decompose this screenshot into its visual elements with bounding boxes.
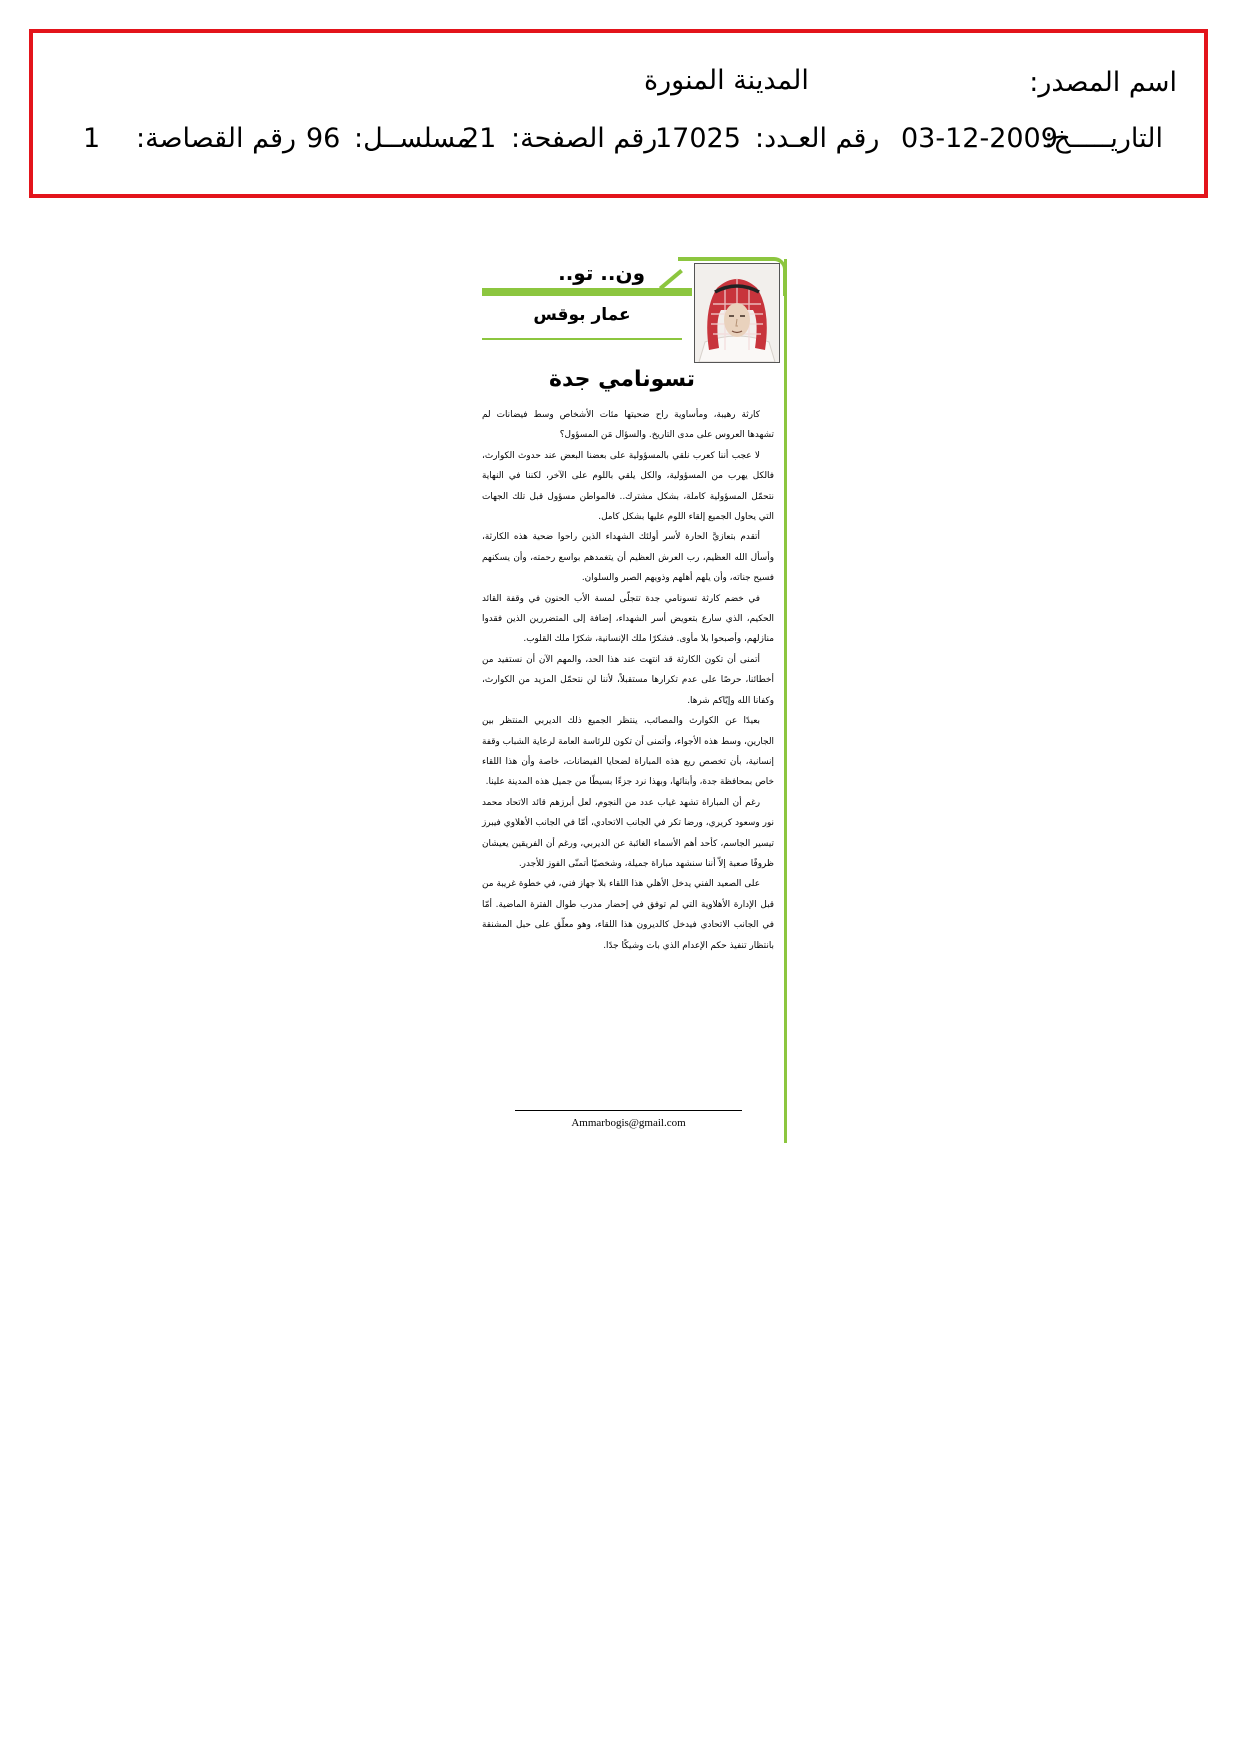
date-value: 03-12-2009 <box>901 123 1058 154</box>
article-paragraph: في خضم كارثة تسونامي جدة تتجلّى لمسة الأب الحنون في وقفة القائد الحكيم، الذي سارع بتعويض أسر الشهداء، إضافة إلى المتضررين الذين فقدوا منازلهم، وأصبحوا بلا مأوى. فشكرًا ملك الإنسانية، شكرًا ملك القلوب. <box>482 593 774 645</box>
article-paragraph: بعيدًا عن الكوارث والمصائب، ينتظر الجميع ذلك الديربي المنتظر بين الجارين، وسط هذه الأجواء، وأتمنى أن تكون للرئاسة العامة لرعاية الشباب وقفة إنسانية، بأن تخصص ريع هذه المباراة لضحايا الفيضانات، خاصة وأن هذا اللقاء خاص بمحافظة جدة، وأبنائها، وبهذا نرد جزءًا بسيطًا من جميل هذه المدينة علينا. <box>482 716 774 788</box>
author-portrait-image <box>695 264 779 362</box>
page-value: 21 <box>462 123 497 154</box>
issue-value: 17025 <box>655 123 741 154</box>
clip-value: 1 <box>83 123 101 154</box>
clip-label: رقم القصاصة: <box>136 123 297 154</box>
author-underline <box>482 338 682 340</box>
article-paragraph: كارثة رهيبة، ومأساوية راح ضحيتها مئات الأشخاص وسط فيضانات لم تشهدها العروس على مدى التاريخ. والسؤال مَن المسؤول؟ <box>482 410 774 441</box>
serial-value: 96 <box>306 123 341 154</box>
source-label: اسم المصدر: <box>1029 67 1177 98</box>
article-paragraph: أتمنى أن تكون الكارثة قد انتهت عند هذا الحد، والمهم الآن أن نستفيد من أخطائنا، حرصًا على عدم تكرارها مستقبلاً، لأننا لن نتحمّل المزيد من الكوارث، وكفانا الله وإيّاكم شرها. <box>482 654 774 706</box>
article-clipping <box>482 257 787 1146</box>
article-paragraph: أتقدم بتعازيَّ الحارة لأسر أولئك الشهداء الذين راحوا ضحية هذه الكارثة، وأسأل الله العظيم، رب العرش العظيم أن يتغمدهم بواسع رحمته، وأن يسكنهم فسيح جناته، وأن يلهم أهلهم وذويهم الصبر والسلوان. <box>482 532 774 584</box>
date-label: التاريـــــخ: <box>1044 123 1163 154</box>
article-paragraph: لا عجب أننا كعرب نلقي بالمسؤولية على بعضنا البعض عند حدوث الكوارث، فالكل يهرب من المسؤولية، والكل يلقي باللوم على الآخر، لكننا في النهاية نتحمّل المسؤولية كاملة، بشكل مشترك.. فالمواطن مسؤول قبل تلك الجهات التي يحاول الجميع إلقاء اللوم عليها بشكل كامل. <box>482 450 774 523</box>
article-body <box>482 405 774 956</box>
article-headline: تسونامي جدة <box>548 367 696 392</box>
header-box <box>29 29 1208 198</box>
column-title: ون.. تو.. <box>558 261 645 285</box>
author-photo <box>694 263 780 363</box>
author-name: عمار بوقس <box>533 305 631 325</box>
author-email: Ammarbogis@gmail.com <box>571 1117 686 1129</box>
issue-label: رقم العـدد: <box>755 123 880 154</box>
source-value: المدينة المنورة <box>644 65 809 96</box>
page-label: رقم الصفحة: <box>511 123 658 154</box>
serial-label: مسلســل: <box>354 123 471 154</box>
article-paragraph: على الصعيد الفني يدخل الأهلي هذا اللقاء بلا جهاز فني، في خطوة غريبة من قبل الإدارة الأهلاوية التي لم توفق في إحضار مدرب طوال الفترة الماضية. أمّا في الجانب الاتحادي فيدخل كالديرون هذا اللقاء، وهو معلّق على حبل المشنقة بانتظار تنفيذ حكم الإعدام الذي بات وشيكًا جدًا. <box>482 879 774 951</box>
article-paragraph: رغم أن المباراة تشهد غياب عدد من النجوم، لعل أبرزهم قائد الاتحاد محمد نور وسعود كريري، ورضا تكر في الجانب الاتحادي، أمّا في الجانب الأهلاوي فيبرز تيسير الجاسم، كأحد أهم الأسماء الغائبة عن الديربي، ورغم أن الفريقين يعيشان ظروفًا صعبة إلاّ أننا سنشهد مباراة جميلة، وشخصيًا أتمنّى الفوز للأجدر. <box>482 797 774 869</box>
signature-rule <box>515 1110 742 1111</box>
column-side-rule <box>784 259 787 1143</box>
